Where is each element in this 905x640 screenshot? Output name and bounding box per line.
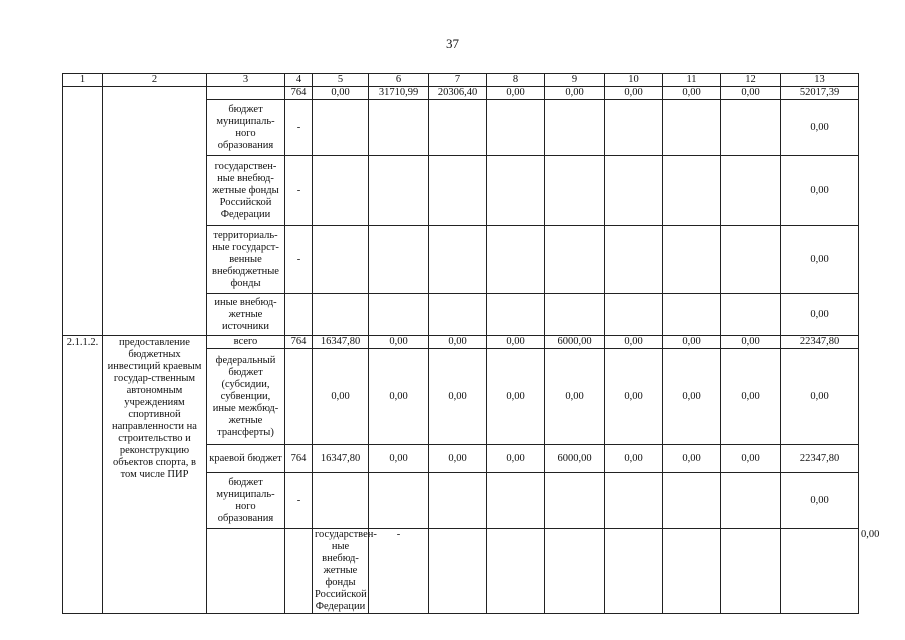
cell-value	[545, 294, 605, 336]
budget-table	[62, 73, 880, 614]
cell-value	[545, 226, 605, 294]
cell-value	[369, 294, 429, 336]
cell-value	[487, 100, 545, 156]
cell-value	[369, 156, 429, 226]
cell-value: 0,00	[663, 445, 721, 473]
cell-value: 16347,80	[313, 445, 369, 473]
cell-total: 0,00	[781, 100, 859, 156]
cell-value: 0,00	[487, 445, 545, 473]
cell-value: 0,00	[369, 445, 429, 473]
cell-code: 764	[285, 87, 313, 100]
cell-value	[721, 100, 781, 156]
cell-item-number	[207, 529, 285, 614]
cell-value	[429, 294, 487, 336]
cell-value	[545, 156, 605, 226]
cell-value: 6000,00	[545, 336, 605, 349]
cell-total: 0,00	[781, 294, 859, 336]
header-cell: 12	[721, 74, 781, 87]
cell-source: краевой бюджет	[207, 445, 285, 473]
cell-value	[429, 100, 487, 156]
cell-value	[663, 529, 721, 614]
cell-value	[369, 100, 429, 156]
cell-value: 31710,99	[369, 87, 429, 100]
cell-code: -	[285, 156, 313, 226]
cell-value	[313, 226, 369, 294]
cell-value	[605, 226, 663, 294]
cell-value: 0,00	[663, 336, 721, 349]
cell-value: 0,00	[487, 87, 545, 100]
cell-value	[663, 226, 721, 294]
cell-value	[663, 156, 721, 226]
cell-value: 0,00	[369, 336, 429, 349]
cell-value: 0,00	[313, 349, 369, 445]
cell-value	[663, 100, 721, 156]
cell-total: 22347,80	[781, 445, 859, 473]
cell-value: 0,00	[605, 87, 663, 100]
cell-value	[605, 529, 663, 614]
cell-value	[313, 473, 369, 529]
cell-value: 0,00	[721, 336, 781, 349]
cell-value	[663, 294, 721, 336]
table-row	[63, 87, 859, 100]
cell-value: 20306,40	[429, 87, 487, 100]
cell-value	[429, 156, 487, 226]
cell-value: 6000,00	[545, 445, 605, 473]
cell-value: 0,00	[429, 349, 487, 445]
cell-source	[207, 87, 285, 100]
cell-item-description	[285, 529, 313, 614]
header-cell: 7	[429, 74, 487, 87]
page-number: 37	[446, 36, 459, 51]
table-row	[63, 336, 859, 349]
cell-source: всего	[207, 336, 285, 349]
header-cell: 1	[63, 74, 103, 87]
cell-item-description	[103, 87, 207, 336]
cell-total: 0,00	[781, 349, 859, 445]
header-row	[63, 74, 859, 87]
cell-value: 0,00	[429, 336, 487, 349]
header-cell: 5	[313, 74, 369, 87]
cell-value: 0,00	[721, 349, 781, 445]
cell-value	[487, 473, 545, 529]
cell-value: 16347,80	[313, 336, 369, 349]
cell-code: -	[285, 100, 313, 156]
cell-value	[429, 529, 487, 614]
cell-value: 0,00	[313, 87, 369, 100]
cell-value	[487, 226, 545, 294]
cell-item-number: 2.1.1.2.	[63, 336, 103, 614]
cell-source: бюджет муниципаль-ного образования	[207, 473, 285, 529]
cell-value: 0,00	[663, 87, 721, 100]
cell-code: -	[285, 473, 313, 529]
header-cell: 11	[663, 74, 721, 87]
cell-total: 0,00	[781, 473, 859, 529]
cell-value	[313, 100, 369, 156]
cell-total: 0,00	[781, 156, 859, 226]
cell-value: 0,00	[545, 87, 605, 100]
cell-value	[721, 473, 781, 529]
header-cell: 13	[781, 74, 859, 87]
cell-source: иные внебюд-жетные источники	[207, 294, 285, 336]
cell-item-number	[63, 87, 103, 336]
cell-source: государствен-ные внебюд-жетные фонды Российской Федерации	[313, 529, 369, 614]
cell-item-description: предоставление бюджетных инвестиций краевым государ-ственным автономным учреждениям спортивной направленности на строительство и реконструкцию объектов спорта, в том числе ПИР	[103, 336, 207, 614]
cell-value: 0,00	[663, 349, 721, 445]
cell-source: федеральный бюджет (субсидии, субвенции, иные межбюд-жетные трансферты)	[207, 349, 285, 445]
cell-code: 764	[285, 336, 313, 349]
cell-value	[429, 473, 487, 529]
cell-value	[721, 529, 781, 614]
cell-source: территориаль-ные государст-венные внебюджетные фонды	[207, 226, 285, 294]
header-cell: 9	[545, 74, 605, 87]
cell-value	[545, 100, 605, 156]
header-cell: 6	[369, 74, 429, 87]
cell-source: бюджет муниципаль-ного образования	[207, 100, 285, 156]
cell-value	[605, 100, 663, 156]
cell-value	[605, 294, 663, 336]
cell-source: государствен-ные внебюд-жетные фонды Российской Федерации	[207, 156, 285, 226]
cell-total: 22347,80	[781, 336, 859, 349]
cell-value: 0,00	[721, 445, 781, 473]
cell-code: -	[285, 226, 313, 294]
header-cell: 3	[207, 74, 285, 87]
cell-value	[369, 226, 429, 294]
header-cell: 4	[285, 74, 313, 87]
cell-code: 764	[285, 445, 313, 473]
header-cell: 8	[487, 74, 545, 87]
header-cell: 2	[103, 74, 207, 87]
cell-value	[721, 294, 781, 336]
cell-total: 52017,39	[781, 87, 859, 100]
cell-code	[285, 294, 313, 336]
header-cell: 10	[605, 74, 663, 87]
cell-value	[545, 529, 605, 614]
cell-value	[605, 156, 663, 226]
cell-value	[721, 156, 781, 226]
cell-value	[605, 473, 663, 529]
cell-value	[545, 473, 605, 529]
cell-code: -	[369, 529, 429, 614]
cell-value: 0,00	[721, 87, 781, 100]
cell-value	[313, 156, 369, 226]
cell-code	[285, 349, 313, 445]
cell-value	[663, 473, 721, 529]
cell-value	[487, 294, 545, 336]
cell-total: 0,00	[781, 226, 859, 294]
cell-value: 0,00	[605, 445, 663, 473]
cell-value	[721, 226, 781, 294]
cell-value: 0,00	[605, 349, 663, 445]
cell-value	[313, 294, 369, 336]
table-row: государствен-ные внебюд-жетные фонды Российской Федерации - 0,00	[63, 529, 859, 614]
cell-value: 0,00	[369, 349, 429, 445]
cell-value	[369, 473, 429, 529]
cell-value: 0,00	[487, 336, 545, 349]
cell-value: 0,00	[605, 336, 663, 349]
cell-value: 0,00	[545, 349, 605, 445]
cell-value	[487, 156, 545, 226]
cell-value: 0,00	[487, 349, 545, 445]
cell-value	[429, 226, 487, 294]
cell-value: 0,00	[429, 445, 487, 473]
cell-value	[781, 529, 859, 614]
cell-value	[487, 529, 545, 614]
